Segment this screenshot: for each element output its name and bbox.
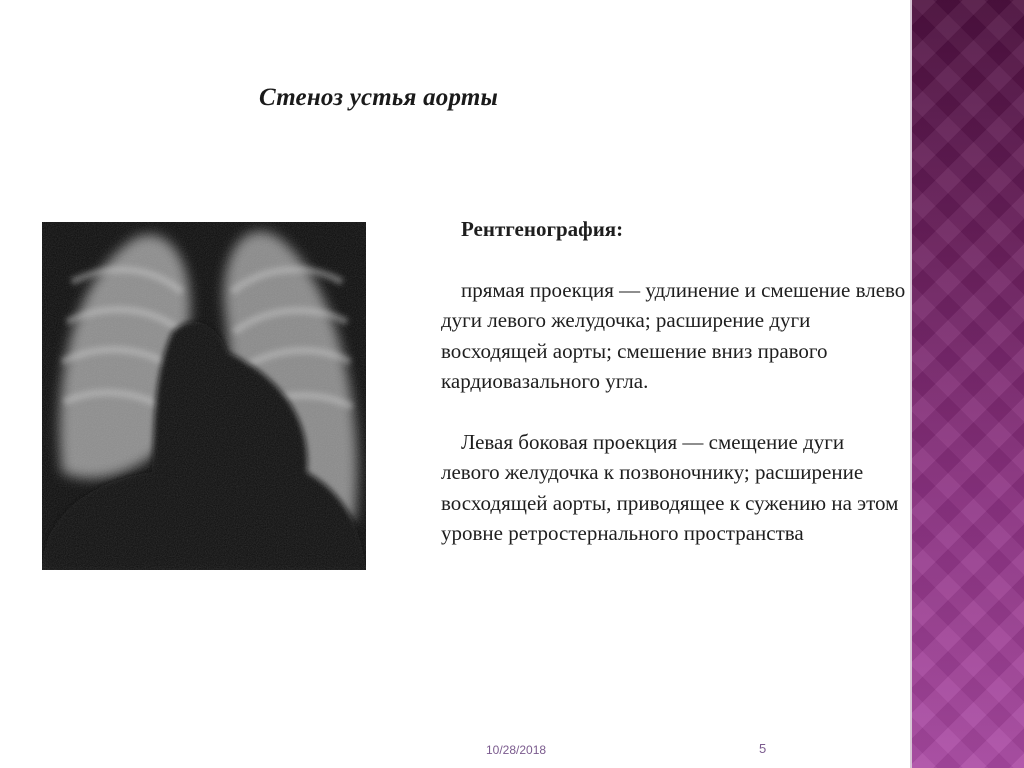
paragraph-lateral-projection: Левая боковая проекция — смещение дуги левого желудочка к позвоночнику; расширение восходящей аорты, приводящее к сужению на этом уровне ретростернального пространства	[441, 429, 899, 545]
footer-date: 10/28/2018	[486, 743, 547, 757]
page-number: 5	[759, 741, 767, 756]
xray-image	[42, 222, 366, 570]
section-heading: Рентгенография:	[461, 217, 624, 241]
text-block	[441, 214, 907, 549]
accent-bar	[912, 0, 1024, 768]
slide-title: Стеноз устья аорты	[259, 84, 499, 111]
paragraph-frontal-projection: прямая проекция — удлинение и смешение влево дуги левого желудочка; расширение дуги восходящей аорты; смешение вниз правого кардиовазального угла.	[441, 277, 906, 393]
